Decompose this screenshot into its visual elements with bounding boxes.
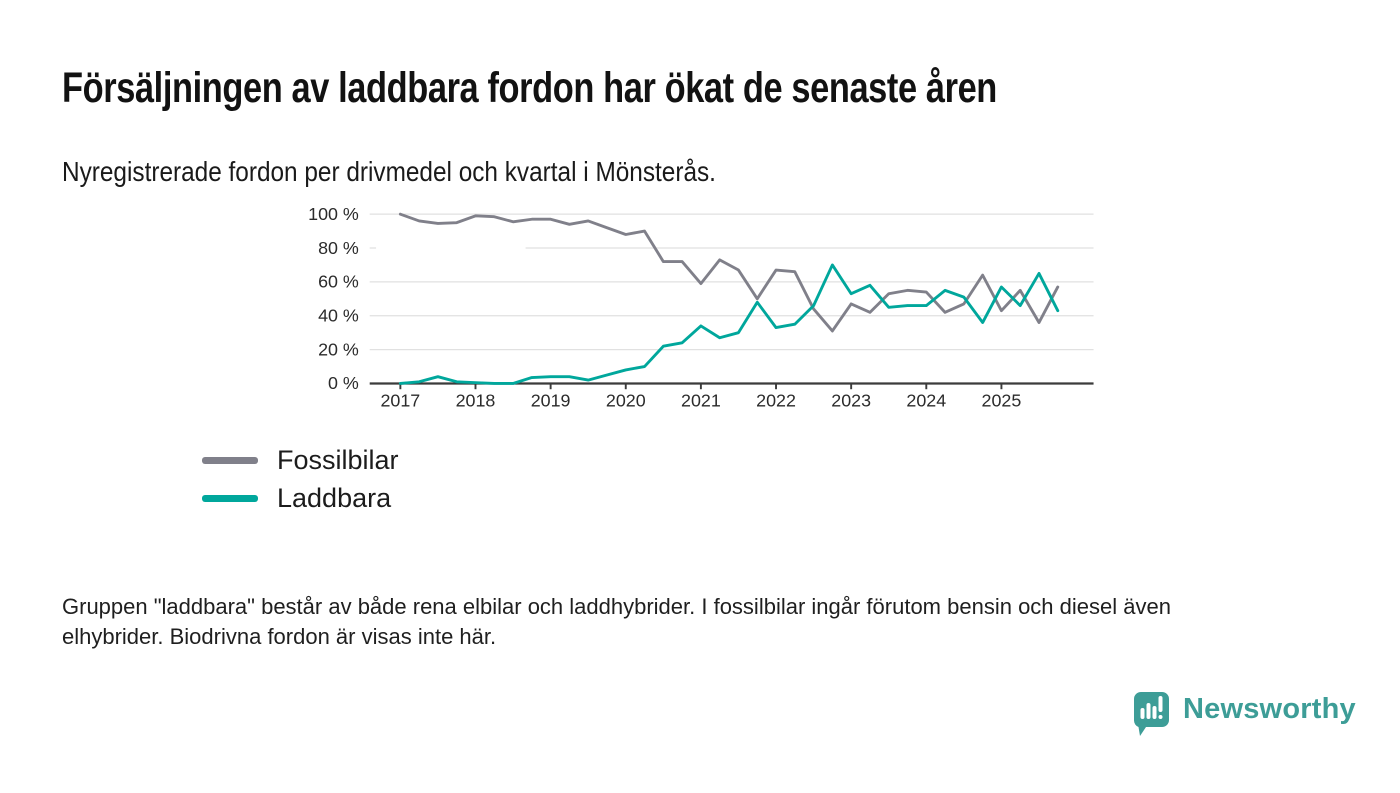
x-axis-label: 2024 — [906, 390, 947, 411]
legend-item-fossilbilar — [196, 441, 413, 479]
y-axis-label: 60 % — [318, 271, 359, 292]
newsworthy-logo[interactable] — [1132, 691, 1356, 741]
legend-swatch-fossilbilar-icon — [202, 457, 258, 464]
logo-exclamation-stroke — [1159, 696, 1163, 712]
y-axis-label: 20 % — [318, 339, 359, 360]
x-axis-label: 2021 — [681, 390, 721, 411]
y-axis-label: 40 % — [318, 305, 359, 326]
page-title: Försäljningen av laddbara fordon har ökat de senaste åren — [62, 64, 997, 112]
series-line-laddbara — [400, 265, 1057, 384]
legend-background — [376, 226, 525, 277]
x-axis-label: 2018 — [455, 390, 496, 411]
x-axis-label: 2019 — [530, 390, 571, 411]
chart-footnote — [62, 592, 1171, 652]
line-chart — [0, 195, 1400, 540]
newsworthy-chart-bubble-icon — [1132, 691, 1170, 741]
legend-item-laddbara — [196, 479, 413, 517]
x-axis-label: 2025 — [981, 390, 1022, 411]
brand-wordmark[interactable]: Newsworthy — [1183, 693, 1356, 725]
legend-swatch-laddbara-icon — [202, 495, 258, 502]
logo-bar-2 — [1147, 703, 1151, 719]
logo-exclamation-dot — [1159, 715, 1163, 719]
page-subtitle: Nyregistrerade fordon per drivmedel och kvartal i Mönsterås. — [62, 156, 716, 187]
chart-legend — [196, 441, 413, 517]
x-axis-label: 2022 — [756, 390, 796, 411]
legend-label-laddbara: Laddbara — [277, 482, 392, 513]
footnote-line-1: Gruppen "laddbara" består av både rena elbilar och laddhybrider. I fossilbilar ingår förutom bensin och diesel även — [62, 594, 1171, 619]
y-axis-label: 0 % — [328, 373, 359, 394]
y-axis-label: 80 % — [318, 237, 359, 258]
legend-label-fossilbilar: Fossilbilar — [277, 444, 399, 475]
logo-bar-1 — [1141, 708, 1145, 719]
footnote-line-2: elhybrider. Biodrivna fordon är visas inte här. — [62, 624, 497, 649]
x-axis-label: 2023 — [831, 390, 872, 411]
logo-bar-3 — [1153, 706, 1157, 719]
x-axis-label: 2017 — [380, 390, 421, 411]
x-axis-label: 2020 — [605, 390, 646, 411]
y-axis-label: 100 % — [308, 203, 359, 224]
